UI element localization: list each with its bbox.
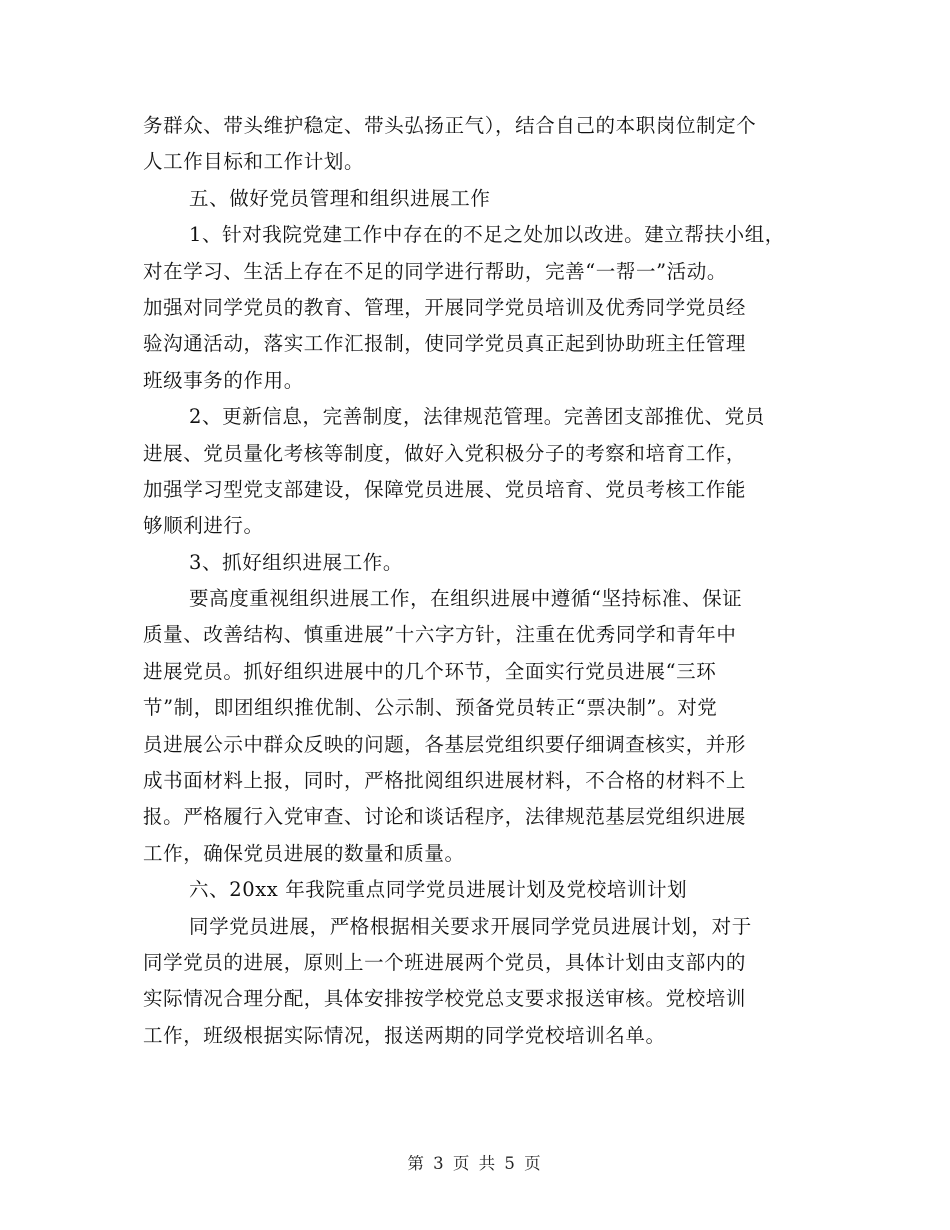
text-line: 加强学习型党支部建设，保障党员进展、党员培育、党员考核工作能 [143, 477, 747, 501]
text-line: 五、做好党员管理和组织进展工作 [189, 186, 491, 210]
document-body [143, 108, 823, 1054]
text-line: 报。严格履行入党审查、讨论和谈话程序，法律规范基层党组织进展 [143, 805, 747, 829]
text-line: 要高度重视组织进展工作，在组织进展中遵循“坚持标准、保证 [189, 587, 743, 611]
text-line: 工作，确保党员进展的数量和质量。 [143, 841, 465, 865]
text-line: 同学党员的进展，原则上一个班进展两个党员，具体计划由支部内的 [143, 950, 747, 974]
text-line: 够顺利进行。 [143, 514, 264, 538]
text-line: 实际情况合理分配，具体安排按学校党总支要求报送审核。党校培训 [143, 987, 747, 1011]
text-line: 班级事务的作用。 [143, 368, 304, 392]
text-line: 工作，班级根据实际情况，报送两期的同学党校培训名单。 [143, 1023, 666, 1047]
text-line: 人工作目标和工作计划。 [143, 150, 365, 174]
text-line: 1、针对我院党建工作中存在的不足之处加以改进。建立帮扶小组， [189, 223, 785, 247]
text-line: 进展党员。抓好组织进展中的几个环节，全面实行党员进展“三环 [143, 659, 717, 683]
text-line: 员进展公示中群众反映的问题，各基层党组织要仔细调查核实，并形 [143, 732, 747, 756]
page-footer: 第 3 页 共 5 页 [407, 1154, 543, 1173]
text-line: 3、抓好组织进展工作。 [189, 550, 404, 574]
text-line: 对在学习、生活上存在不足的同学进行帮助，完善“一帮一”活动。 [143, 259, 727, 283]
text-line: 进展、党员量化考核等制度，做好入党积极分子的考察和培育工作， [143, 441, 747, 465]
text-line: 成书面材料上报，同时，严格批阅组织进展材料，不合格的材料不上 [143, 769, 747, 793]
text-line: 同学党员进展，严格根据相关要求开展同学党员进展计划，对于 [189, 914, 752, 938]
text-line: 六、20xx 年我院重点同学党员进展计划及党校培训计划 [189, 878, 688, 902]
text-line: 验沟通活动，落实工作汇报制，使同学党员真正起到协助班主任管理 [143, 332, 747, 356]
text-line: 质量、改善结构、慎重进展”十六字方针，注重在优秀同学和青年中 [143, 623, 737, 647]
text-line: 加强对同学党员的教育、管理，开展同学党员培训及优秀同学党员经 [143, 295, 747, 319]
text-line: 节”制，即团组织推优制、公示制、预备党员转正“票决制”。对党 [143, 696, 718, 720]
text-line: 务群众、带头维护稳定、带头弘扬正气），结合自己的本职岗位制定个 [143, 114, 757, 137]
text-line: 2、更新信息，完善制度，法律规范管理。完善团支部推优、党员 [189, 405, 765, 429]
